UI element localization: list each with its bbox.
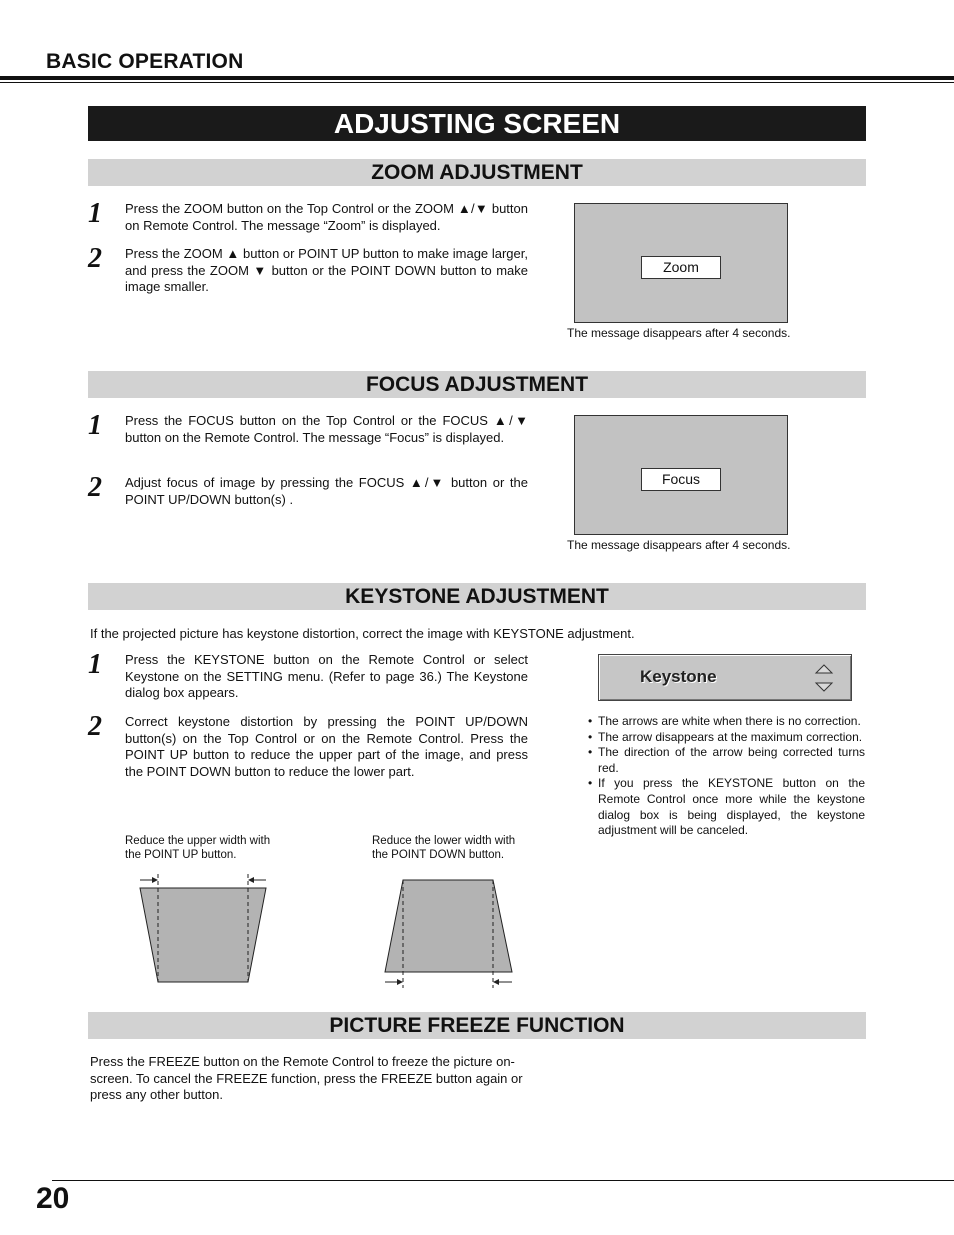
focus-step-1-number: 1 (88, 410, 102, 441)
keystone-heading: KEYSTONE ADJUSTMENT (88, 583, 866, 610)
keystone-step-2-text: Correct keystone distortion by pressing the POINT UP/DOWN button(s) on the Top Control or on the Remote Control. Press the POINT UP button to reduce the upper part of the image, and press the POINT DOWN button to reduce the lower part. (125, 714, 528, 779)
keystone-step-1-text: Press the KEYSTONE button on the Remote Control or select Keystone on the SETTING menu. (Refer to page 36.) The Keystone dialog box appears. (125, 652, 528, 700)
reduce-lower-diagram (378, 870, 528, 990)
keystone-intro: If the projected picture has keystone distortion, correct the image with KEYSTONE adjustment. (90, 626, 635, 641)
keystone-arrows-icon (813, 663, 835, 695)
keystone-note-2: • The arrow disappears at the maximum correction. (588, 729, 863, 744)
zoom-step-2-text: Press the ZOOM ▲ button or POINT UP button to make image larger, and press the ZOOM ▼ button or the POINT DOWN button to make image smaller. (125, 246, 528, 294)
header-rule (0, 76, 954, 80)
zoom-message-label: Zoom (641, 256, 721, 279)
focus-step-1-text: Press the FOCUS button on the Top Control or the FOCUS ▲/▼ button on the Remote Control. The message “Focus” is displayed. (125, 413, 528, 445)
keystone-step-2-number: 2 (88, 711, 102, 742)
lower-diagram-caption: Reduce the lower width with the POINT DOWN button. (372, 835, 516, 861)
keystone-note-1: • The arrows are white when there is no correction. (588, 714, 861, 728)
header-rule-thin (0, 82, 954, 83)
page-title: ADJUSTING SCREEN (88, 106, 866, 141)
zoom-step-1-number: 1 (88, 198, 102, 229)
zoom-screen-illustration (574, 203, 788, 323)
zoom-caption: The message disappears after 4 seconds. (567, 326, 791, 340)
focus-step-2-number: 2 (88, 472, 102, 503)
keystone-dialog-label: Keystone (640, 667, 717, 686)
focus-caption: The message disappears after 4 seconds. (567, 538, 791, 552)
keystone-dialog-illustration (598, 654, 852, 701)
freeze-text: Press the FREEZE button on the Remote Control to freeze the picture on-screen. To cancel the FREEZE function, press the FREEZE button again or press any other button. (90, 1054, 523, 1102)
focus-screen-illustration (574, 415, 788, 535)
zoom-step-1-text: Press the ZOOM button on the Top Control or the ZOOM ▲/▼ button on Remote Control. The message “Zoom” is displayed. (125, 201, 528, 233)
freeze-heading: PICTURE FREEZE FUNCTION (88, 1012, 866, 1039)
keystone-notes (588, 714, 865, 839)
footer-rule (52, 1180, 954, 1181)
reduce-upper-diagram (130, 870, 280, 990)
keystone-step-1-number: 1 (88, 649, 102, 680)
page-number: 20 (36, 1182, 70, 1215)
zoom-heading: ZOOM ADJUSTMENT (88, 159, 866, 186)
keystone-note-3: • The direction of the arrow being corrected turns red. (588, 745, 865, 775)
focus-step-2-text: Adjust focus of image by pressing the FOCUS ▲/▼ button or the POINT UP/DOWN button(s) . (125, 475, 528, 507)
keystone-note-4: • If you press the KEYSTONE button on the Remote Control once more while the keystone dialog box is being displayed, the keystone adjustment will be canceled. (588, 776, 865, 838)
zoom-step-2-number: 2 (88, 243, 102, 274)
upper-diagram-caption: Reduce the upper width with the POINT UP button. (125, 835, 271, 861)
focus-message-label: Focus (641, 468, 721, 491)
section-label: BASIC OPERATION (46, 50, 244, 73)
focus-heading: FOCUS ADJUSTMENT (88, 371, 866, 398)
